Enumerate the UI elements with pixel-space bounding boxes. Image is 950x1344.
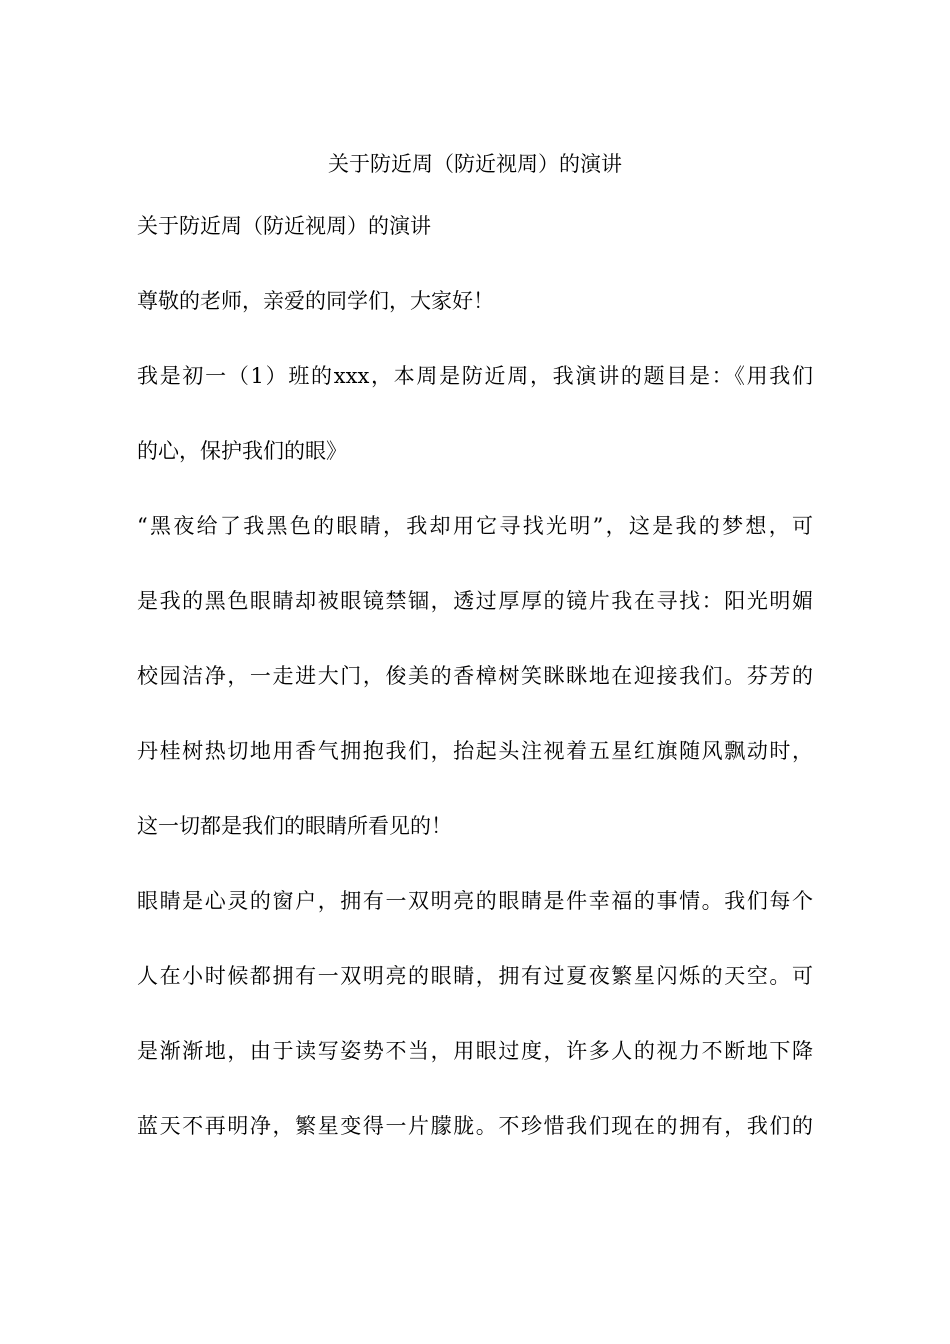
paragraph-line: 关于防近周（防近视周）的演讲 — [137, 214, 431, 238]
paragraph-line: 是我的黑色眼睛却被眼镜禁锢，透过厚厚的镜片我在寻找：阳光明媚 — [137, 589, 813, 613]
paragraph-line: “黑夜给了我黑色的眼睛，我却用它寻找光明”，这是我的梦想，可 — [137, 514, 813, 538]
paragraph-line: 蓝天不再明净，繁星变得一片朦胧。不珍惜我们现在的拥有，我们的 — [137, 1114, 813, 1138]
document-title: 关于防近周（防近视周）的演讲 — [328, 152, 622, 176]
paragraph-line: 我是初一（1）班的xxx，本周是防近周，我演讲的题目是：《用我们 — [137, 364, 813, 388]
paragraph-line: 眼睛是心灵的窗户，拥有一双明亮的眼睛是件幸福的事情。我们每个 — [137, 889, 813, 913]
paragraph-line: 尊敬的老师，亲爱的同学们，大家好！ — [137, 289, 494, 313]
paragraph-line: 人在小时候都拥有一双明亮的眼睛，拥有过夏夜繁星闪烁的天空。可 — [137, 964, 813, 988]
paragraph-line: 校园洁净，一走进大门，俊美的香樟树笑眯眯地在迎接我们。芬芳的 — [137, 664, 813, 688]
paragraph-line: 的心，保护我们的眼》 — [137, 439, 347, 463]
paragraph-line: 是渐渐地，由于读写姿势不当，用眼过度，许多人的视力不断地下降 — [137, 1039, 813, 1063]
paragraph-line: 这一切都是我们的眼睛所看见的！ — [137, 814, 452, 838]
paragraph-line: 丹桂树热切地用香气拥抱我们，抬起头注视着五星红旗随风飘动时， — [137, 739, 813, 763]
